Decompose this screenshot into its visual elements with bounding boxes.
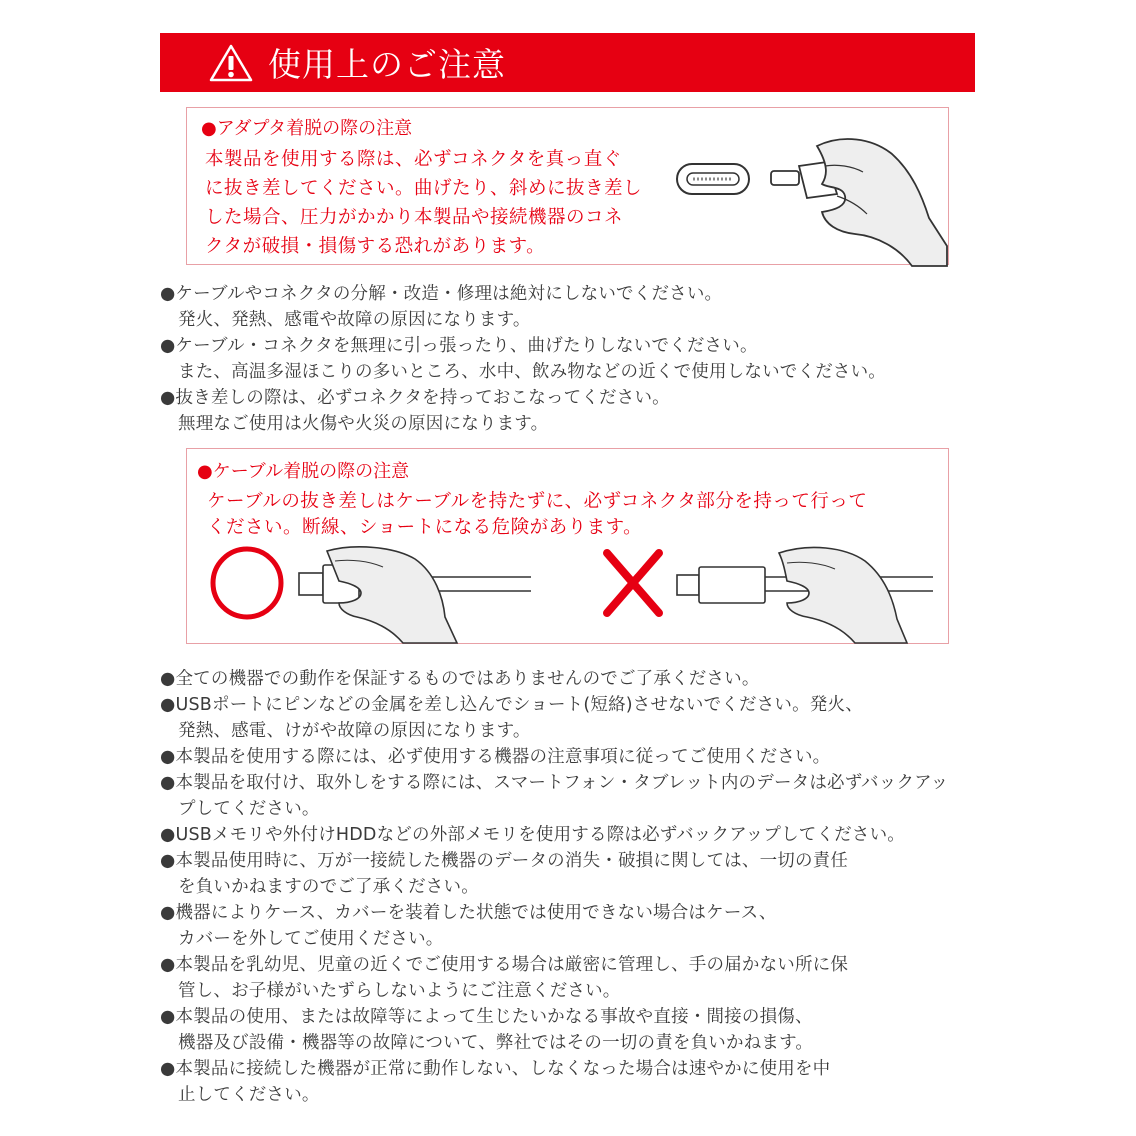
header-banner bbox=[160, 33, 975, 92]
adapter-notice-line: した場合、圧力がかかり本製品や接続機器のコネ bbox=[205, 207, 624, 228]
cable-notice-title: ●ケーブル着脱の際の注意 bbox=[197, 461, 410, 482]
caution-item-continuation: 機器及び設備・機器等の故障について、弊社ではその一切の責を負いかねます。 bbox=[178, 1033, 814, 1053]
page-title: 使用上のご注意 bbox=[268, 45, 506, 84]
caution-item-continuation: また、高温多湿ほこりの多いところ、水中、飲み物などの近くで使用しないでください。 bbox=[178, 362, 886, 382]
caution-item: ●本製品を使用する際には、必ず使用する機器の注意事項に従ってご使用ください。 bbox=[160, 747, 831, 767]
caution-item: ●全ての機器での動作を保証するものではありませんのでご了承ください。 bbox=[160, 669, 760, 689]
caution-item: ●本製品使用時に、万が一接続した機器のデータの消失・破損に関しては、一切の責任 bbox=[160, 851, 849, 871]
caution-item-continuation: 無理なご使用は火傷や火災の原因になります。 bbox=[178, 414, 549, 434]
caution-item: ●USBポートにピンなどの金属を差し込んでショート(短絡)させないでください。発火、 bbox=[160, 695, 863, 715]
caution-item: ●抜き差しの際は、必ずコネクタを持っておこなってください。 bbox=[160, 388, 670, 408]
warning-triangle-icon bbox=[208, 43, 254, 83]
caution-item-continuation: 管し、お子様がいたずらしないようにご注意ください。 bbox=[178, 981, 621, 1001]
cable-notice-box bbox=[186, 448, 949, 644]
adapter-notice-line: クタが破損・損傷する恐れがあります。 bbox=[205, 236, 546, 257]
caution-item: ●ケーブルやコネクタの分解・改造・修理は絶対にしないでください。 bbox=[160, 284, 723, 304]
adapter-insertion-illustration bbox=[667, 136, 947, 266]
caution-item: ●USBメモリや外付けHDDなどの外部メモリを使用する際は必ずバックアップしてください。 bbox=[160, 825, 905, 845]
caution-item: ●ケーブル・コネクタを無理に引っ張ったり、曲げたりしないでください。 bbox=[160, 336, 758, 356]
cross-wrong-icon bbox=[601, 547, 665, 619]
caution-item: ●本製品を取付け、取外しをする際には、スマートフォン・タブレット内のデータは必ずバックアッ bbox=[160, 773, 949, 793]
adapter-notice-box bbox=[186, 107, 949, 265]
wrong-cable-grip-illustration bbox=[675, 547, 937, 643]
caution-item: ●本製品を乳幼児、児童の近くでご使用する場合は厳密に管理し、手の届かない所に保 bbox=[160, 955, 849, 975]
caution-item-continuation: 発火、発熱、感電や故障の原因になります。 bbox=[178, 310, 531, 330]
caution-item-continuation: を負いかねますのでご了承ください。 bbox=[178, 877, 479, 897]
circle-correct-icon bbox=[209, 545, 285, 621]
adapter-notice-line: に抜き差してください。曲げたり、斜めに抜き差し bbox=[205, 178, 643, 199]
correct-cable-grip-illustration bbox=[295, 547, 535, 643]
cable-notice-line: ください。断線、ショートになる危険があります。 bbox=[207, 517, 643, 538]
caution-item: ●本製品の使用、または故障等によって生じたいかなる事故や直接・間接の損傷、 bbox=[160, 1007, 813, 1027]
adapter-notice-title: ●アダプタ着脱の際の注意 bbox=[201, 118, 413, 139]
caution-item-continuation: プしてください。 bbox=[178, 799, 320, 819]
caution-item: ●本製品に接続した機器が正常に動作しない、しなくなった場合は速やかに使用を中 bbox=[160, 1059, 831, 1079]
caution-item-continuation: 止してください。 bbox=[178, 1085, 320, 1105]
caution-item: ●機器によりケース、カバーを装着した状態では使用できない場合はケース、 bbox=[160, 903, 777, 923]
caution-item-continuation: カバーを外してご使用ください。 bbox=[178, 929, 444, 949]
cable-notice-line: ケーブルの抜き差しはケーブルを持たずに、必ずコネクタ部分を持って行って bbox=[207, 491, 868, 512]
adapter-notice-line: 本製品を使用する際は、必ずコネクタを真っ直ぐ bbox=[205, 149, 622, 170]
caution-item-continuation: 発熱、感電、けがや故障の原因になります。 bbox=[178, 721, 531, 741]
